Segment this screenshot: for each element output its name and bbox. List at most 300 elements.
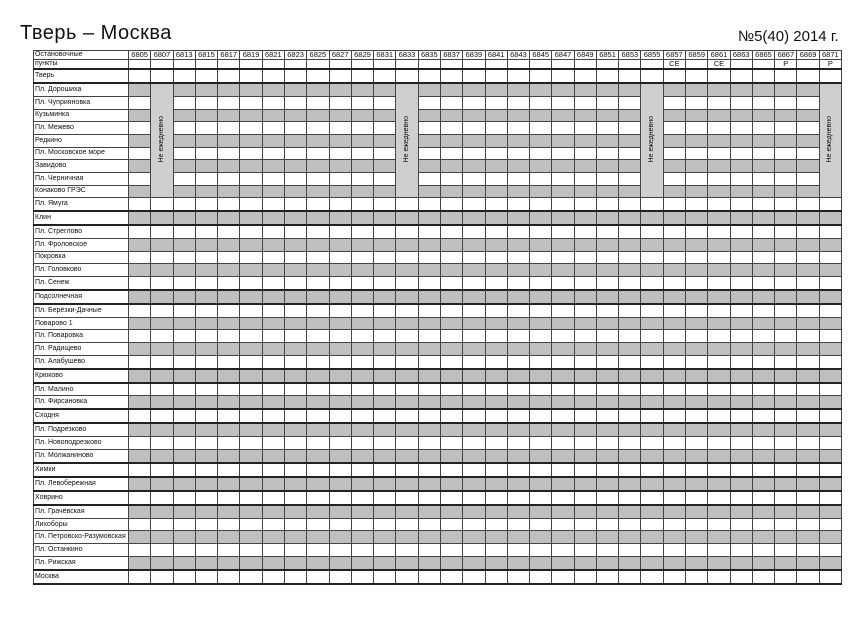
time-cell — [418, 185, 440, 198]
time-cell — [730, 409, 752, 423]
time-cell — [284, 317, 306, 330]
time-cell — [485, 409, 507, 423]
time-cell — [218, 69, 240, 83]
time-cell — [752, 225, 774, 238]
time-cell — [552, 96, 574, 109]
time-cell — [218, 531, 240, 544]
time-cell — [507, 251, 529, 264]
time-cell — [552, 69, 574, 83]
stop-name: Пл. Петровско-Разумовская — [34, 531, 129, 544]
timetable-row — [34, 369, 842, 383]
train-number: 6855 — [641, 51, 663, 60]
time-cell — [284, 109, 306, 122]
time-cell — [574, 355, 596, 368]
time-cell — [418, 463, 440, 477]
time-cell — [351, 518, 373, 531]
stop-name: Пл. Молжаниново — [34, 449, 129, 462]
time-cell — [284, 172, 306, 185]
time-cell — [218, 505, 240, 518]
time-cell — [686, 343, 708, 356]
time-cell — [752, 505, 774, 518]
time-cell — [396, 409, 418, 423]
time-cell — [574, 83, 596, 96]
time-cell — [440, 109, 462, 122]
time-cell — [730, 369, 752, 383]
time-cell — [151, 531, 173, 544]
time-cell — [596, 396, 618, 409]
time-cell — [819, 437, 841, 450]
time-cell — [485, 83, 507, 96]
time-cell — [596, 160, 618, 173]
time-cell — [151, 198, 173, 211]
time-cell — [440, 317, 462, 330]
time-cell — [284, 531, 306, 544]
time-cell — [440, 491, 462, 505]
time-cell — [129, 570, 151, 584]
time-cell — [351, 211, 373, 225]
time-cell — [374, 251, 396, 264]
time-cell — [596, 211, 618, 225]
time-cell — [797, 317, 819, 330]
time-cell — [530, 355, 552, 368]
time-cell — [686, 172, 708, 185]
time-cell — [530, 531, 552, 544]
time-cell — [619, 477, 641, 491]
time-cell — [730, 477, 752, 491]
time-cell — [797, 355, 819, 368]
time-cell — [752, 198, 774, 211]
time-cell — [173, 264, 195, 277]
time-cell — [463, 122, 485, 135]
time-cell — [195, 369, 217, 383]
time-cell — [485, 355, 507, 368]
time-cell — [262, 463, 284, 477]
time-cell — [552, 211, 574, 225]
time-cell — [574, 556, 596, 569]
time-cell — [686, 409, 708, 423]
time-cell — [173, 570, 195, 584]
time-cell — [730, 304, 752, 317]
time-cell — [173, 122, 195, 135]
time-cell — [262, 238, 284, 251]
time-cell — [775, 330, 797, 343]
time-cell — [374, 211, 396, 225]
time-cell — [752, 304, 774, 317]
time-cell — [619, 396, 641, 409]
time-cell — [440, 276, 462, 289]
time-cell — [797, 83, 819, 96]
time-cell — [351, 491, 373, 505]
time-cell — [240, 122, 262, 135]
time-cell — [129, 185, 151, 198]
timetable-row — [34, 437, 842, 450]
time-cell — [418, 251, 440, 264]
time-cell — [351, 556, 373, 569]
time-cell — [463, 343, 485, 356]
time-cell — [730, 531, 752, 544]
time-cell — [396, 491, 418, 505]
time-cell — [284, 290, 306, 304]
time-cell — [574, 134, 596, 147]
time-cell — [686, 264, 708, 277]
time-cell — [819, 238, 841, 251]
time-cell — [396, 369, 418, 383]
time-cell — [173, 304, 195, 317]
time-cell — [195, 290, 217, 304]
time-cell — [797, 491, 819, 505]
time-cell — [730, 83, 752, 96]
time-cell — [686, 531, 708, 544]
time-cell — [151, 69, 173, 83]
time-cell — [686, 369, 708, 383]
time-cell — [530, 369, 552, 383]
time-cell — [329, 409, 351, 423]
time-cell — [351, 122, 373, 135]
time-cell — [507, 317, 529, 330]
time-cell — [619, 185, 641, 198]
time-cell — [351, 463, 373, 477]
time-cell — [173, 491, 195, 505]
time-cell — [351, 290, 373, 304]
train-number: 6849 — [574, 51, 596, 60]
time-cell — [262, 290, 284, 304]
time-cell — [641, 69, 663, 83]
time-cell — [195, 423, 217, 436]
time-cell — [775, 251, 797, 264]
time-cell — [574, 290, 596, 304]
train-number: 6837 — [440, 51, 462, 60]
time-cell — [530, 238, 552, 251]
time-cell — [530, 109, 552, 122]
time-cell — [775, 396, 797, 409]
train-mark — [485, 60, 507, 70]
time-cell — [374, 96, 396, 109]
time-cell — [418, 122, 440, 135]
time-cell — [240, 96, 262, 109]
time-cell — [797, 463, 819, 477]
time-cell — [374, 69, 396, 83]
time-cell — [418, 69, 440, 83]
time-cell — [262, 198, 284, 211]
time-cell — [552, 122, 574, 135]
time-cell — [351, 264, 373, 277]
time-cell — [151, 355, 173, 368]
train-number: 6865 — [752, 51, 774, 60]
time-cell — [463, 355, 485, 368]
train-number: 6871 — [819, 51, 841, 60]
time-cell — [752, 343, 774, 356]
time-cell — [485, 185, 507, 198]
time-cell — [195, 396, 217, 409]
time-cell — [240, 276, 262, 289]
time-cell — [819, 477, 841, 491]
time-cell — [641, 330, 663, 343]
time-cell — [485, 531, 507, 544]
time-cell — [396, 211, 418, 225]
time-cell — [129, 198, 151, 211]
time-cell — [284, 198, 306, 211]
time-cell — [262, 172, 284, 185]
time-cell — [552, 505, 574, 518]
time-cell — [440, 531, 462, 544]
time-cell — [307, 317, 329, 330]
time-cell — [775, 491, 797, 505]
time-cell — [374, 449, 396, 462]
time-cell — [663, 570, 685, 584]
time-cell — [329, 304, 351, 317]
time-cell — [507, 343, 529, 356]
time-cell — [396, 463, 418, 477]
time-cell — [240, 396, 262, 409]
time-cell — [596, 147, 618, 160]
time-cell — [329, 343, 351, 356]
train-mark — [307, 60, 329, 70]
time-cell — [307, 160, 329, 173]
time-cell — [284, 518, 306, 531]
time-cell — [463, 69, 485, 83]
train-number: 6815 — [195, 51, 217, 60]
time-cell — [708, 83, 730, 96]
time-cell — [730, 544, 752, 557]
time-cell — [129, 544, 151, 557]
time-cell — [663, 409, 685, 423]
train-number: 6835 — [418, 51, 440, 60]
time-cell — [708, 96, 730, 109]
time-cell — [329, 211, 351, 225]
time-cell — [195, 147, 217, 160]
time-cell — [507, 477, 529, 491]
time-cell — [307, 290, 329, 304]
time-cell — [218, 409, 240, 423]
time-cell — [173, 343, 195, 356]
time-cell — [530, 477, 552, 491]
time-cell — [552, 396, 574, 409]
time-cell — [151, 225, 173, 238]
time-cell — [307, 437, 329, 450]
time-cell — [440, 437, 462, 450]
time-cell — [775, 556, 797, 569]
time-cell — [418, 304, 440, 317]
timetable-row — [34, 343, 842, 356]
time-cell — [819, 343, 841, 356]
time-cell — [530, 290, 552, 304]
time-cell — [307, 343, 329, 356]
time-cell — [663, 518, 685, 531]
time-cell — [596, 276, 618, 289]
time-cell — [530, 570, 552, 584]
not-daily-note-text: Не ежедневно — [826, 116, 834, 163]
time-cell — [507, 355, 529, 368]
train-number: 6867 — [775, 51, 797, 60]
stop-name: Пл. Алабушево — [34, 355, 129, 368]
time-cell — [218, 96, 240, 109]
time-cell — [218, 343, 240, 356]
time-cell — [619, 369, 641, 383]
time-cell — [396, 423, 418, 436]
stop-name: Химки — [34, 463, 129, 477]
time-cell — [552, 383, 574, 396]
stop-name: Пл. Московское море — [34, 147, 129, 160]
time-cell — [218, 122, 240, 135]
time-cell — [485, 276, 507, 289]
stop-name: Завидово — [34, 160, 129, 173]
time-cell — [574, 330, 596, 343]
time-cell — [195, 463, 217, 477]
time-cell — [351, 238, 373, 251]
time-cell — [329, 251, 351, 264]
time-cell — [329, 477, 351, 491]
time-cell — [129, 276, 151, 289]
time-cell — [552, 147, 574, 160]
time-cell — [418, 383, 440, 396]
time-cell — [686, 449, 708, 462]
time-cell — [485, 544, 507, 557]
train-mark — [797, 60, 819, 70]
time-cell — [797, 96, 819, 109]
time-cell — [507, 544, 529, 557]
time-cell — [307, 83, 329, 96]
train-number: 6861 — [708, 51, 730, 60]
time-cell — [284, 211, 306, 225]
time-cell — [329, 491, 351, 505]
time-cell — [351, 225, 373, 238]
train-number: 6829 — [351, 51, 373, 60]
time-cell — [530, 505, 552, 518]
time-cell — [374, 355, 396, 368]
time-cell — [663, 276, 685, 289]
time-cell — [440, 505, 462, 518]
time-cell — [262, 160, 284, 173]
time-cell — [641, 238, 663, 251]
time-cell — [240, 477, 262, 491]
time-cell — [641, 355, 663, 368]
time-cell — [284, 330, 306, 343]
time-cell — [218, 109, 240, 122]
time-cell — [307, 198, 329, 211]
time-cell — [574, 304, 596, 317]
time-cell — [195, 477, 217, 491]
time-cell — [797, 531, 819, 544]
time-cell — [173, 518, 195, 531]
time-cell — [619, 304, 641, 317]
time-cell — [574, 211, 596, 225]
time-cell — [708, 251, 730, 264]
time-cell — [530, 449, 552, 462]
time-cell — [173, 160, 195, 173]
stop-name: Крюково — [34, 369, 129, 383]
time-cell — [240, 437, 262, 450]
time-cell — [507, 69, 529, 83]
time-cell — [195, 211, 217, 225]
time-cell — [641, 518, 663, 531]
time-cell — [507, 383, 529, 396]
time-cell — [262, 437, 284, 450]
time-cell — [240, 198, 262, 211]
time-cell — [374, 172, 396, 185]
time-cell — [730, 423, 752, 436]
time-cell — [775, 211, 797, 225]
time-cell — [262, 69, 284, 83]
time-cell — [284, 355, 306, 368]
train-mark — [752, 60, 774, 70]
time-cell — [596, 423, 618, 436]
time-cell — [173, 330, 195, 343]
time-cell — [686, 570, 708, 584]
stop-name: Пл. Берёзки-Дачные — [34, 304, 129, 317]
time-cell — [797, 172, 819, 185]
time-cell — [596, 109, 618, 122]
time-cell — [396, 383, 418, 396]
time-cell — [463, 463, 485, 477]
time-cell — [619, 437, 641, 450]
time-cell — [507, 505, 529, 518]
not-daily-note-text: Не ежедневно — [403, 116, 411, 163]
time-cell — [418, 556, 440, 569]
time-cell — [574, 238, 596, 251]
time-cell — [708, 317, 730, 330]
time-cell — [463, 225, 485, 238]
time-cell — [663, 423, 685, 436]
time-cell — [663, 437, 685, 450]
time-cell — [218, 147, 240, 160]
time-cell — [819, 531, 841, 544]
train-mark — [641, 60, 663, 70]
time-cell — [574, 518, 596, 531]
time-cell — [284, 238, 306, 251]
time-cell — [730, 463, 752, 477]
time-cell — [374, 225, 396, 238]
time-cell — [641, 276, 663, 289]
time-cell — [195, 343, 217, 356]
time-cell — [485, 570, 507, 584]
time-cell — [752, 396, 774, 409]
time-cell — [752, 531, 774, 544]
train-number: 6857 — [663, 51, 685, 60]
train-mark — [284, 60, 306, 70]
time-cell — [440, 518, 462, 531]
time-cell — [819, 423, 841, 436]
timetable-row — [34, 69, 842, 83]
time-cell — [307, 396, 329, 409]
time-cell — [195, 122, 217, 135]
time-cell — [440, 83, 462, 96]
time-cell — [574, 198, 596, 211]
time-cell — [173, 185, 195, 198]
time-cell — [485, 160, 507, 173]
train-number: 6845 — [530, 51, 552, 60]
time-cell — [686, 134, 708, 147]
time-cell — [463, 396, 485, 409]
train-number: 6833 — [396, 51, 418, 60]
time-cell — [507, 238, 529, 251]
time-cell — [775, 264, 797, 277]
time-cell — [596, 134, 618, 147]
time-cell — [129, 160, 151, 173]
time-cell — [129, 96, 151, 109]
time-cell — [351, 276, 373, 289]
time-cell — [730, 134, 752, 147]
time-cell — [307, 276, 329, 289]
stop-name: Москва — [34, 570, 129, 584]
not-daily-note-text: Не ежедневно — [157, 116, 165, 163]
time-cell — [708, 343, 730, 356]
time-cell — [396, 225, 418, 238]
time-cell — [195, 198, 217, 211]
time-cell — [775, 409, 797, 423]
stop-name: Пл. Малино — [34, 383, 129, 396]
time-cell — [485, 518, 507, 531]
time-cell — [552, 463, 574, 477]
